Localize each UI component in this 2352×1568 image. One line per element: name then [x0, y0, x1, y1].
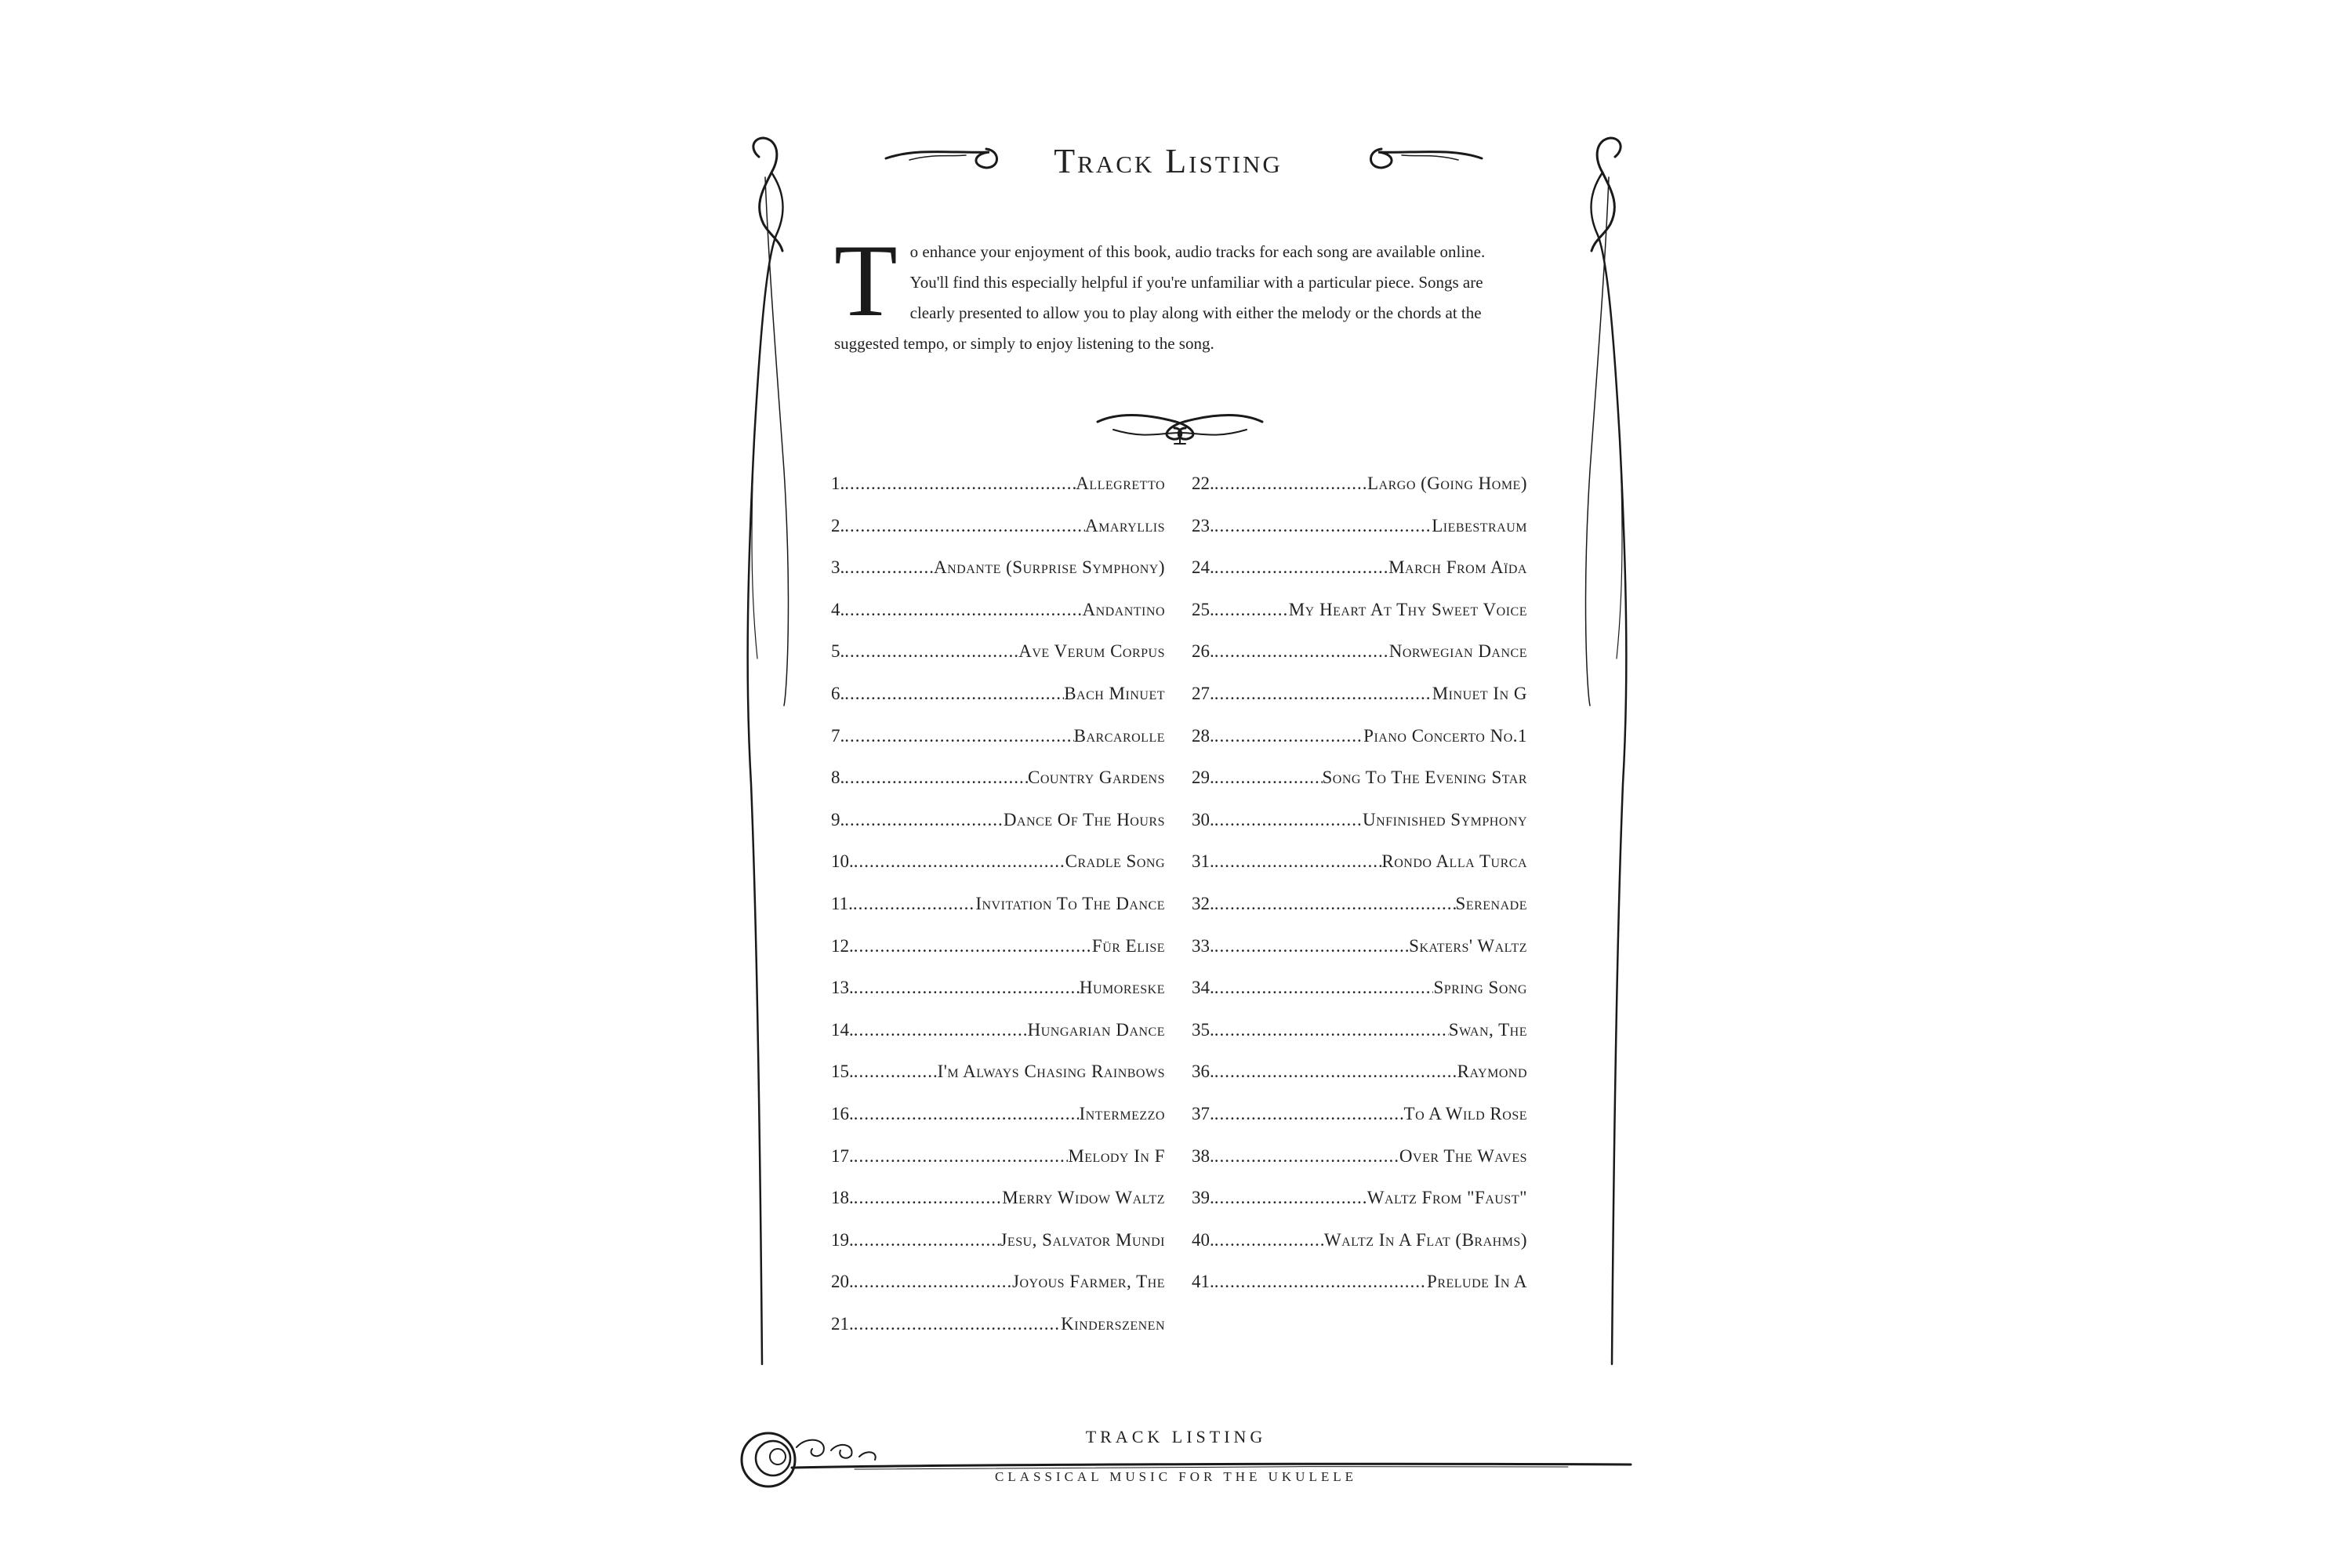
track-number: 3.	[831, 557, 845, 578]
track-item	[1192, 557, 1527, 600]
track-title: Hungarian Dance	[1027, 1019, 1165, 1040]
track-title: Country Gardens	[1028, 768, 1165, 788]
track-title: Intermezzo	[1079, 1103, 1165, 1123]
dot-leader	[1214, 516, 1432, 536]
track-title: Joyous Farmer, The	[1012, 1272, 1165, 1292]
dot-leader	[1214, 557, 1388, 578]
dot-leader	[854, 1272, 1012, 1292]
right-scroll-border-icon	[1586, 138, 1627, 1364]
dot-leader	[854, 851, 1065, 872]
track-item	[1192, 810, 1527, 852]
dot-leader	[854, 1062, 938, 1082]
track-title: My Heart At Thy Sweet Voice	[1288, 599, 1527, 619]
track-item	[831, 726, 1165, 768]
track-item	[831, 1146, 1165, 1189]
dot-leader	[1214, 726, 1363, 746]
dot-leader	[854, 978, 1080, 998]
track-item	[1192, 1062, 1527, 1104]
track-number: 30.	[1192, 809, 1214, 829]
dot-leader	[1214, 1146, 1399, 1167]
page-title: Track Listing	[1054, 142, 1283, 180]
track-number: 34.	[1192, 978, 1214, 998]
track-item	[1192, 1230, 1527, 1272]
track-item	[831, 1104, 1165, 1146]
dot-leader	[1214, 978, 1434, 998]
dot-leader	[844, 474, 1076, 494]
dot-leader	[844, 726, 1073, 746]
track-number: 8.	[831, 768, 845, 788]
track-number: 41.	[1192, 1272, 1214, 1292]
track-title: Andante (Surprise Symphony)	[934, 557, 1165, 578]
left-scroll-border-icon	[748, 138, 789, 1364]
track-item	[1192, 641, 1527, 684]
dot-leader	[1214, 684, 1432, 704]
track-title: Cradle Song	[1065, 851, 1165, 872]
dot-leader	[1214, 810, 1363, 830]
track-number: 15.	[831, 1062, 854, 1082]
dot-leader	[844, 557, 934, 578]
track-number: 17.	[831, 1145, 854, 1166]
dot-leader	[854, 1188, 1002, 1208]
intro-text: o enhance your enjoyment of this book, audio tracks for each song are available online. You'll find this especially helpful if you're unfamiliar with a particular piece. Songs are clearly presented to allow you to play along with either the melody or the chords at the suggested tempo, or simply to enjoy listening to the song.	[834, 242, 1486, 353]
track-number: 10.	[831, 851, 854, 872]
track-title: Amaryllis	[1084, 515, 1165, 535]
dot-leader	[853, 894, 975, 914]
track-number: 12.	[831, 935, 854, 956]
track-item	[1192, 894, 1527, 936]
track-number: 1.	[831, 474, 845, 493]
dot-leader	[1214, 600, 1289, 620]
track-number: 40.	[1192, 1229, 1214, 1250]
track-title: Song To The Evening Star	[1322, 768, 1527, 788]
track-item	[831, 557, 1165, 600]
track-item	[831, 1272, 1165, 1314]
dot-leader	[854, 1230, 1000, 1250]
track-item	[831, 978, 1165, 1020]
track-number: 28.	[1192, 725, 1214, 746]
track-item	[1192, 768, 1527, 810]
track-item	[1192, 1146, 1527, 1189]
track-title: Waltz From "Faust"	[1367, 1188, 1527, 1208]
dot-leader	[1214, 1272, 1427, 1292]
track-number: 14.	[831, 1019, 854, 1040]
track-number: 26.	[1192, 641, 1214, 662]
track-number: 9.	[831, 809, 845, 829]
track-item	[831, 894, 1165, 936]
dot-leader	[1214, 768, 1323, 788]
track-item	[831, 936, 1165, 978]
track-number: 11.	[831, 893, 853, 913]
track-item	[831, 1230, 1165, 1272]
track-title: Dance Of The Hours	[1003, 809, 1165, 829]
track-list-left	[831, 474, 1165, 1356]
dot-leader	[844, 810, 1004, 830]
track-title: Spring Song	[1433, 978, 1527, 998]
title-flourish-right-icon	[1371, 149, 1483, 168]
dot-leader	[1214, 641, 1389, 662]
track-item	[1192, 936, 1527, 978]
track-item	[1192, 1188, 1527, 1230]
track-item	[1192, 726, 1527, 768]
track-number: 2.	[831, 515, 845, 535]
track-title: Over The Waves	[1399, 1145, 1527, 1166]
track-item	[1192, 600, 1527, 642]
track-item	[831, 474, 1165, 516]
dot-leader	[1214, 1104, 1404, 1124]
dot-leader	[1214, 894, 1456, 914]
dot-leader	[844, 684, 1064, 704]
track-title: Merry Widow Waltz	[1002, 1188, 1165, 1208]
track-item	[831, 641, 1165, 684]
track-item	[831, 1314, 1165, 1356]
track-number: 13.	[831, 978, 854, 998]
track-number: 20.	[831, 1272, 854, 1292]
track-title: I'm Always Chasing Rainbows	[937, 1062, 1165, 1082]
dot-leader	[854, 1146, 1069, 1167]
divider-ornament-icon	[1098, 416, 1262, 444]
track-list-right	[1192, 474, 1527, 1314]
track-number: 22.	[1192, 474, 1214, 493]
track-title: Prelude In A	[1427, 1272, 1527, 1292]
dot-leader	[1214, 474, 1367, 494]
track-number: 35.	[1192, 1019, 1214, 1040]
track-title: Invitation To The Dance	[975, 893, 1165, 913]
track-title: Raymond	[1457, 1062, 1527, 1082]
track-title: Bach Minuet	[1064, 683, 1165, 703]
track-item	[1192, 1020, 1527, 1062]
track-title: Swan, The	[1448, 1019, 1527, 1040]
track-title: Norwegian Dance	[1388, 641, 1527, 662]
dot-leader	[854, 936, 1092, 956]
track-item	[831, 851, 1165, 894]
track-item	[1192, 474, 1527, 516]
track-item	[831, 810, 1165, 852]
track-title: Liebestraum	[1432, 515, 1527, 535]
dot-leader	[1214, 1230, 1324, 1250]
track-number: 25.	[1192, 599, 1214, 619]
dot-leader	[854, 1314, 1061, 1334]
track-number: 4.	[831, 599, 845, 619]
dot-leader	[844, 768, 1028, 788]
track-title: Piano Concerto No.1	[1363, 725, 1527, 746]
track-number: 27.	[1192, 683, 1214, 703]
track-item	[831, 1020, 1165, 1062]
dot-leader	[844, 600, 1082, 620]
track-number: 5.	[831, 641, 845, 662]
track-number: 6.	[831, 683, 845, 703]
dot-leader	[1214, 1062, 1457, 1082]
footer-subtitle: CLASSICAL MUSIC FOR THE UKULELE	[995, 1469, 1357, 1484]
track-item	[1192, 978, 1527, 1020]
track-number: 36.	[1192, 1062, 1214, 1082]
dot-leader	[1214, 936, 1409, 956]
track-title: Serenade	[1455, 893, 1527, 913]
track-number: 7.	[831, 725, 845, 746]
track-title: Waltz In A Flat (Brahms)	[1323, 1229, 1527, 1250]
track-number: 33.	[1192, 935, 1214, 956]
track-item	[831, 1062, 1165, 1104]
track-number: 38.	[1192, 1145, 1214, 1166]
track-number: 16.	[831, 1103, 854, 1123]
track-title: Allegretto	[1076, 474, 1165, 493]
track-item	[831, 1188, 1165, 1230]
dot-leader	[1214, 1020, 1449, 1040]
track-item	[831, 684, 1165, 726]
track-number: 19.	[831, 1229, 854, 1250]
track-item	[831, 600, 1165, 642]
track-title: To A Wild Rose	[1403, 1103, 1527, 1123]
track-number: 21.	[831, 1313, 854, 1334]
track-title: Melody In F	[1068, 1145, 1165, 1166]
track-title: Minuet In G	[1432, 683, 1527, 703]
track-title: Humoreske	[1079, 978, 1165, 998]
track-number: 18.	[831, 1188, 854, 1208]
drop-cap: T	[834, 223, 898, 338]
track-item	[1192, 1272, 1527, 1314]
track-title: Unfinished Symphony	[1363, 809, 1527, 829]
track-title: March From Aïda	[1388, 557, 1527, 578]
track-item	[1192, 851, 1527, 894]
footer-title: TRACK LISTING	[1085, 1427, 1267, 1446]
track-number: 24.	[1192, 557, 1214, 578]
track-title: Skaters' Waltz	[1409, 935, 1527, 956]
dot-leader	[854, 1104, 1080, 1124]
track-title: Ave Verum Corpus	[1018, 641, 1165, 662]
intro-paragraph	[834, 223, 1524, 359]
track-item	[831, 516, 1165, 558]
track-number: 31.	[1192, 851, 1214, 872]
footer-swirl-icon	[742, 1433, 876, 1486]
track-number: 39.	[1192, 1188, 1214, 1208]
dot-leader	[854, 1020, 1028, 1040]
track-title: Kinderszenen	[1061, 1313, 1165, 1334]
dot-leader	[844, 641, 1018, 662]
track-title: Andantino	[1082, 599, 1165, 619]
footer-rule	[792, 1464, 1631, 1468]
track-item	[1192, 684, 1527, 726]
track-item	[1192, 516, 1527, 558]
track-title: Barcarolle	[1073, 725, 1165, 746]
dot-leader	[1214, 1188, 1367, 1208]
track-number: 37.	[1192, 1103, 1214, 1123]
track-item	[831, 768, 1165, 810]
track-item	[1192, 1104, 1527, 1146]
track-title: Rondo Alla Turca	[1381, 851, 1527, 872]
track-number: 23.	[1192, 515, 1214, 535]
dot-leader	[844, 516, 1085, 536]
track-number: 29.	[1192, 768, 1214, 788]
dot-leader	[1214, 851, 1382, 872]
track-title: Largo (Going Home)	[1367, 474, 1527, 493]
track-number: 32.	[1192, 893, 1214, 913]
track-title: Für Elise	[1091, 935, 1165, 956]
track-title: Jesu, Salvator Mundi	[1000, 1229, 1165, 1250]
title-flourish-left-icon	[886, 149, 997, 168]
